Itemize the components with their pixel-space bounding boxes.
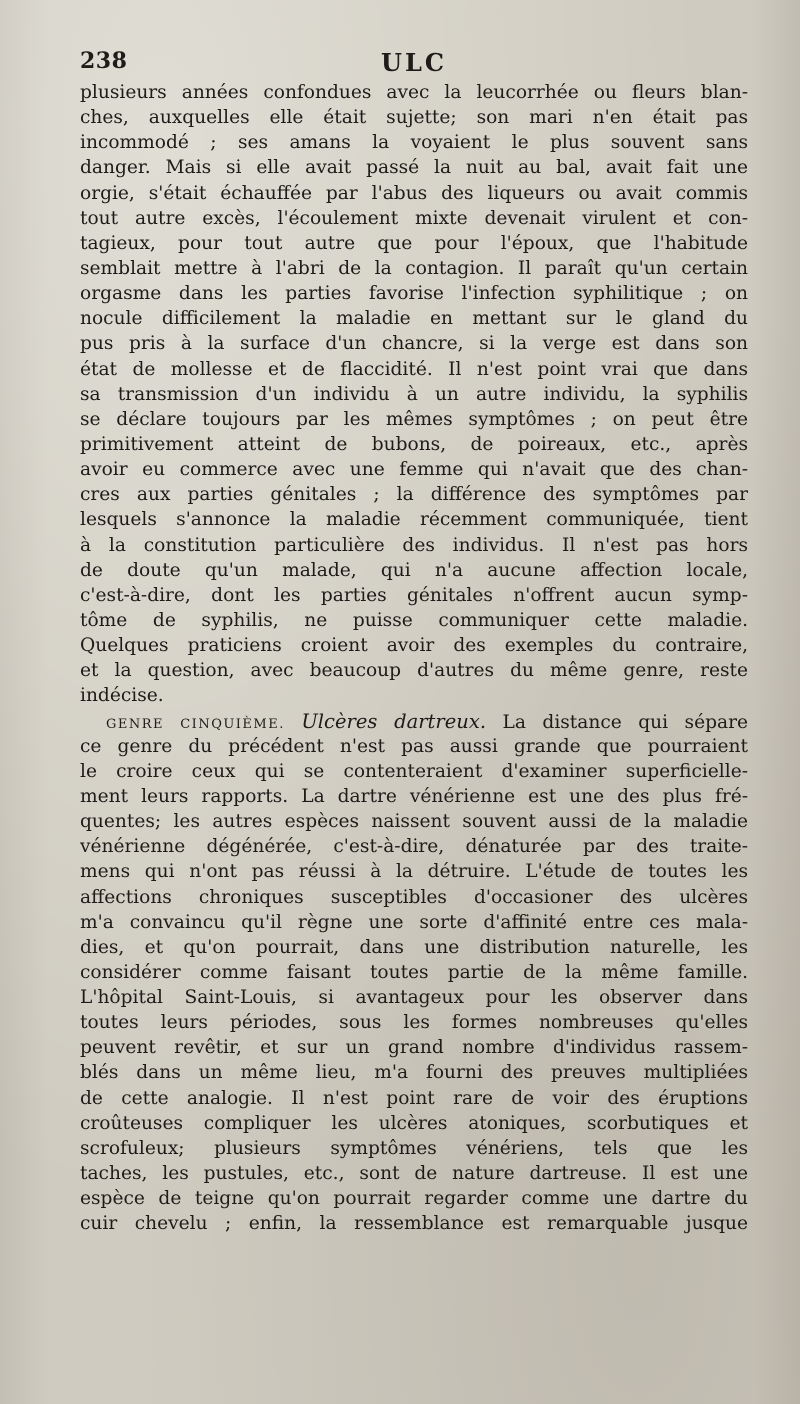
text-line: orgie, s'était échauffée par l'abus des liqueurs ou avait commis <box>80 182 748 204</box>
text-line: orgasme dans les parties favorise l'infection syphilitique ; on <box>80 283 748 305</box>
text-line: état de mollesse et de flaccidité. Il n'est point vrai que dans <box>80 358 748 380</box>
text-line: avoir eu commerce avec une femme qui n'avait que des chan- <box>80 459 748 481</box>
text-line: tout autre excès, l'écoulement mixte devenait virulent et con- <box>80 207 748 229</box>
text-line: danger. Mais si elle avait passé la nuit au bal, avait fait une <box>80 157 748 179</box>
text-line: considérer comme faisant toutes partie de la même famille. <box>80 961 748 983</box>
running-title: ULC <box>381 48 447 77</box>
text-line: de cette analogie. Il n'est point rare de voir des éruptions <box>80 1087 748 1109</box>
page-number: 238 <box>80 48 128 74</box>
text-line: lesquels s'annonce la maladie récemment communiquée, tient <box>80 509 748 531</box>
text-line: sa transmission d'un individu à un autre individu, la syphilis <box>80 383 748 405</box>
genre-line-text: La distance qui sépare <box>502 711 748 733</box>
text-line: nocule difficilement la maladie en mettant sur le gland du <box>80 308 748 330</box>
text-line: ce genre du précédent n'est pas aussi grande que pourraient <box>80 735 748 757</box>
running-head <box>80 48 748 82</box>
text-line: pus pris à la surface d'un chancre, si la verge est dans son <box>80 333 748 355</box>
genre-label: GENRE CINQUIÈME. <box>106 716 285 732</box>
text-line: mens qui n'ont pas réussi à la détruire. L'étude de toutes les <box>80 861 748 883</box>
text-line: croûteuses compliquer les ulcères atoniques, scorbutiques et <box>80 1112 748 1134</box>
text-line: peuvent revêtir, et sur un grand nombre d'individus rassem- <box>80 1037 748 1059</box>
text-line: dies, et qu'on pourrait, dans une distribution naturelle, les <box>80 936 748 958</box>
text-line: tagieux, pour tout autre que pour l'époux, que l'habitude <box>80 232 748 254</box>
text-line: affections chroniques susceptibles d'occasioner des ulcères <box>80 886 748 908</box>
text-line: toutes leurs périodes, sous les formes nombreuses qu'elles <box>80 1012 748 1034</box>
text-line: scrofuleux; plusieurs symptômes vénériens, tels que les <box>80 1137 748 1159</box>
text-line: et la question, avec beaucoup d'autres du même genre, reste <box>80 660 748 682</box>
paragraph-1 <box>80 80 748 709</box>
text-line: indécise. <box>80 685 164 707</box>
text-line: plusieurs années confondues avec la leucorrhée ou fleurs blan- <box>80 82 748 103</box>
text-line: L'hôpital Saint-Louis, si avantageux pour les observer dans <box>80 987 748 1009</box>
text-line: blés dans un même lieu, m'a fourni des preuves multipliées <box>80 1062 748 1084</box>
text-line: semblait mettre à l'abri de la contagion. Il paraît qu'un certain <box>80 257 748 279</box>
text-line: quentes; les autres espèces naissent souvent aussi de la maladie <box>80 811 748 833</box>
genre-heading-line <box>80 709 748 734</box>
body-text <box>80 80 748 1236</box>
text-line: cres aux parties génitales ; la différence des symptômes par <box>80 484 748 506</box>
text-line: primitivement atteint de bubons, de poireaux, etc., après <box>80 433 748 455</box>
text-line: ment leurs rapports. La dartre vénérienne est une des plus fré- <box>80 785 748 807</box>
text-line: c'est-à-dire, dont les parties génitales n'offrent aucun symp- <box>80 584 748 606</box>
paragraph-2 <box>80 709 748 1237</box>
text-line: tôme de syphilis, ne puisse communiquer cette maladie. <box>80 609 748 631</box>
text-line: ches, auxquelles elle était sujette; son mari n'en était pas <box>80 107 748 129</box>
text-line: vénérienne dégénérée, c'est-à-dire, dénaturée par des traite- <box>80 836 748 858</box>
text-line: Quelques praticiens croient avoir des exemples du contraire, <box>80 635 748 657</box>
text-line: de doute qu'un malade, qui n'a aucune affection locale, <box>80 559 748 581</box>
genre-title: Ulcères dartreux. <box>301 709 487 733</box>
text-line: espèce de teigne qu'on pourrait regarder comme une dartre du <box>80 1188 748 1210</box>
text-line: m'a convaincu qu'il règne une sorte d'affinité entre ces mala- <box>80 911 748 933</box>
text-line: se déclare toujours par les mêmes symptômes ; on peut être <box>80 408 748 430</box>
text-line: à la constitution particulière des individus. Il n'est pas hors <box>80 534 748 556</box>
text-line: le croire ceux qui se contenteraient d'examiner superficielle- <box>80 760 748 782</box>
text-line: cuir chevelu ; enfin, la ressemblance est remarquable jusque <box>80 1213 748 1235</box>
text-line: incommodé ; ses amans la voyaient le plus souvent sans <box>80 132 748 154</box>
text-line: taches, les pustules, etc., sont de nature dartreuse. Il est une <box>80 1163 748 1185</box>
